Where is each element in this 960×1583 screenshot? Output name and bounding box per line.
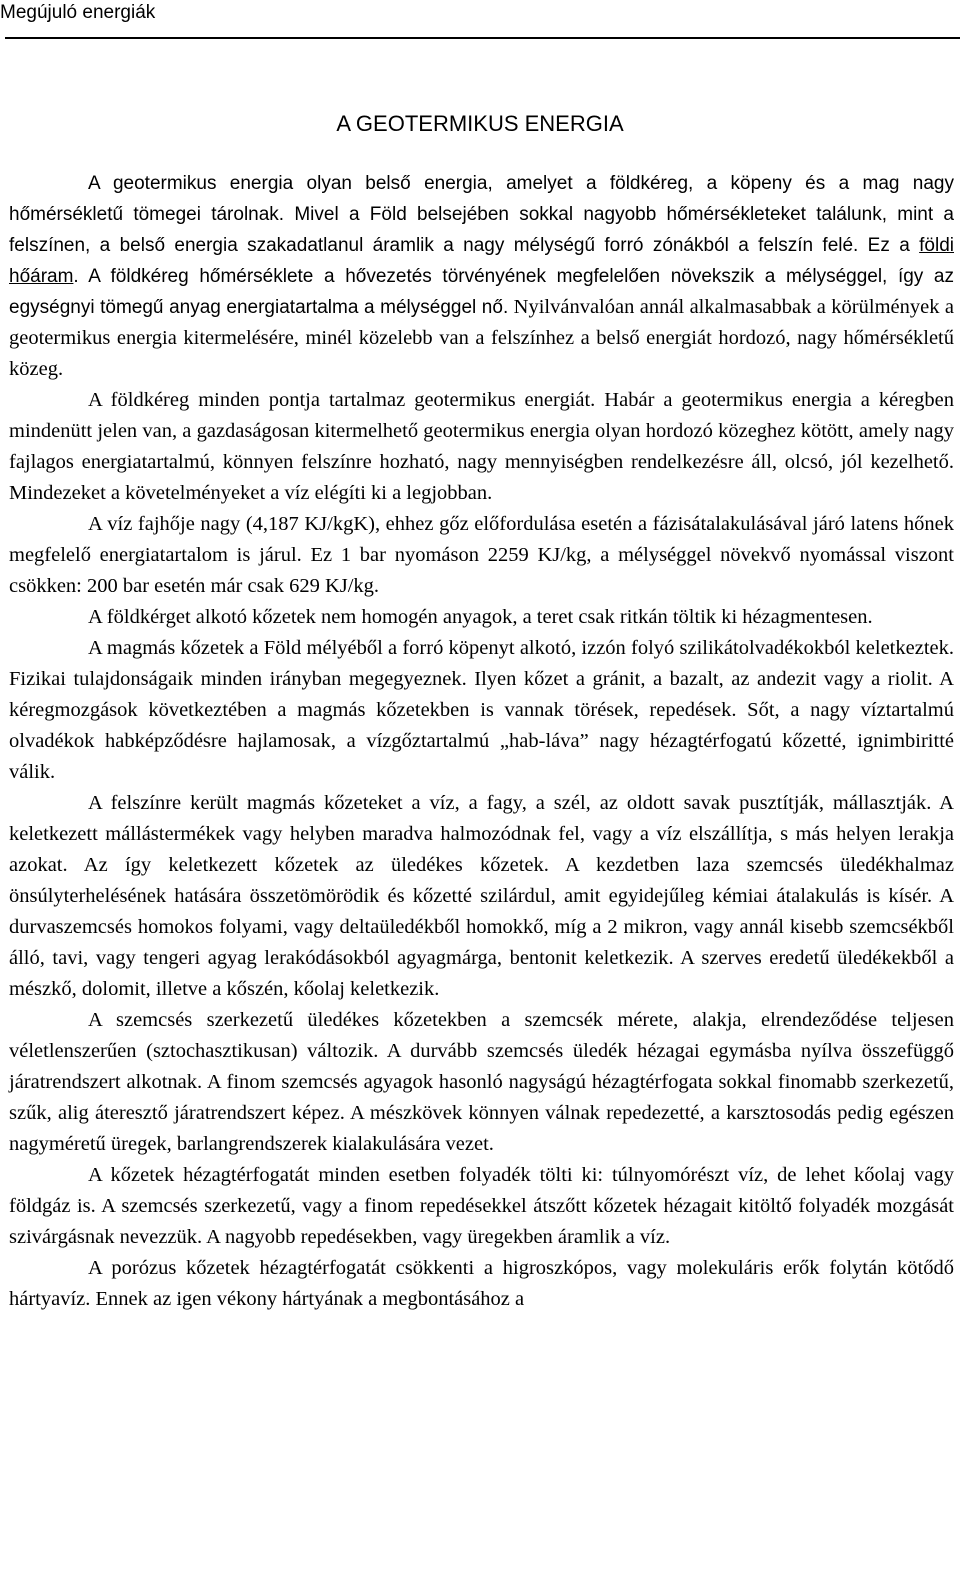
paragraph-intro-text-b: . A földkéreg hőmérséklete a hővezetés törvényének megfelelően növekszik a mélységgel, így az egységnyi tömegű anyag energiatartalma a mélységgel nő.: [9, 266, 954, 318]
paragraph-9: A porózus kőzetek hézagtérfogatát csökkenti a higroszkópos, vagy molekuláris erők folytán kötődő hártyavíz. Ennek az igen vékony hártyának a megbontásához a: [9, 1257, 954, 1310]
paragraph-intro-text-a: A geotermikus energia olyan belső energia, amelyet a földkéreg, a köpeny és a mag nagy hőmérsékletű tömegei tárolnak. Mivel a Föld belsejében sokkal nagyobb hőmérsékleteket találunk, mint a felszínen, a belső energia szakadatlanul áramlik a nagy mélységű forró zónákból a felszín felé. Ez a: [9, 173, 954, 256]
paragraph-5: A magmás kőzetek a Föld mélyéből a forró köpenyt alkotó, izzón folyó szilikátolvadékokból keletkeztek. Fizikai tulajdonságaik minden irányban megegyeznek. Ilyen kőzet a gránit, a bazalt, az andezit vagy a riolit. A kéregmozgások következtében a magmás kőzetekben is vannak törések, repedések. Sőt, a nagy víztartalmú olvadékok habképződésre hajlamosak, a vízgőztartalmú „hab-láva” nagy hézagtérfogatú kőzetté, ignimbiritté válik.: [9, 637, 954, 783]
paragraph-intro-text-c: Nyilvánvalóan annál alkalmasabbak a körülmények a geotermikus energia kitermelésére, minél közelebb van a felszínhez a belső energiát hordozó, nagy hőmérsékletű közeg.: [9, 296, 954, 380]
paragraph-7: A szemcsés szerkezetű üledékes kőzetekben a szemcsék mérete, alakja, elrendeződése teljesen véletlenszerűen (sztochasztikusan) változik. A durvább szemcsés üledék hézagai egymásba nyílva összefüggő járatrendszert alkotnak. A finom szemcsés agyagok hasonló nagyságú hézagtérfogata sokkal finomabb szerkezetű, szűk, alig áteresztő járatrendszert képez. A mészkövek könnyen válnak repedezetté, a karsztosodás pedig egészen nagyméretű üregek, barlangrendszerek kialakulására vezet.: [9, 1009, 954, 1155]
header-divider: [5, 37, 960, 39]
paragraph-intro: [9, 168, 954, 385]
paragraph-3: A víz fajhője nagy (4,187 KJ/kgK), ehhez gőz előfordulása esetén a fázisátalakulásával járó latens hőnek megfelelő energiatartalom is járul. Ez 1 bar nyomáson 2259 KJ/kg, a mélységgel növekvő nyomással viszont csökken: 200 bar esetén már csak 629 KJ/kg.: [9, 513, 954, 597]
paragraph-4: A földkérget alkotó kőzetek nem homogén anyagok, a teret csak ritkán töltik ki hézagmentesen.: [88, 606, 873, 628]
foldi-hoaram-link[interactable]: földi hőáram: [9, 235, 954, 287]
paragraph-2: A földkéreg minden pontja tartalmaz geotermikus energiát. Habár a geotermikus energia a kéregben mindenütt jelen van, a gazdaságosan kitermelhető geotermikus energia olyan hordozó közeghez kötött, amely nagy fajlagos energiatartalmú, könnyen felszínre hozható, nagy mennyiségben rendelkezésre áll, olcsó, jól kezelhető. Mindezeket a követelményeket a víz elégíti ki a legjobban.: [9, 389, 954, 504]
document-title: A GEOTERMIKUS ENERGIA: [336, 111, 624, 136]
document-body: [9, 168, 954, 1315]
paragraph-6: A felszínre került magmás kőzeteket a víz, a fagy, a szél, az oldott savak pusztítják, mállasztják. A keletkezett mállástermékek vagy helyben maradva halmozódnak fel, vagy a víz elszállítja, s más helyen lerakja azokat. Az így keletkezett kőzetek az üledékes kőzetek. A kezdetben laza szemcsés üledékhalmaz önsúlyterhelésének hatására összetömörödik és kőzetté szilárdul, amit egyidejűleg kémiai átalakulás is kísér. A durvaszemcsés homokos folyami, vagy deltaüledékből homokkő, míg a 2 mikron, vagy annál kisebb szemcsékből álló, tavi, vagy tengeri agyag lerakódásokból agyagmárga, bentonit keletkezik. A szerves eredetű üledékekből a mészkő, dolomit, illetve a kőszén, kőolaj keletkezik.: [9, 792, 954, 1000]
running-header: Megújuló energiák: [0, 2, 156, 23]
paragraph-8: A kőzetek hézagtérfogatát minden esetben folyadék tölti ki: túlnyomórészt víz, de lehet kőolaj vagy földgáz is. A szemcsés szerkezetű, vagy a finom repedésekkel átszőtt kőzetek hézagait kitöltő folyadék mozgását szivárgásnak nevezzük. A nagyobb repedésekben, vagy üregekben áramlik a víz.: [9, 1164, 954, 1248]
